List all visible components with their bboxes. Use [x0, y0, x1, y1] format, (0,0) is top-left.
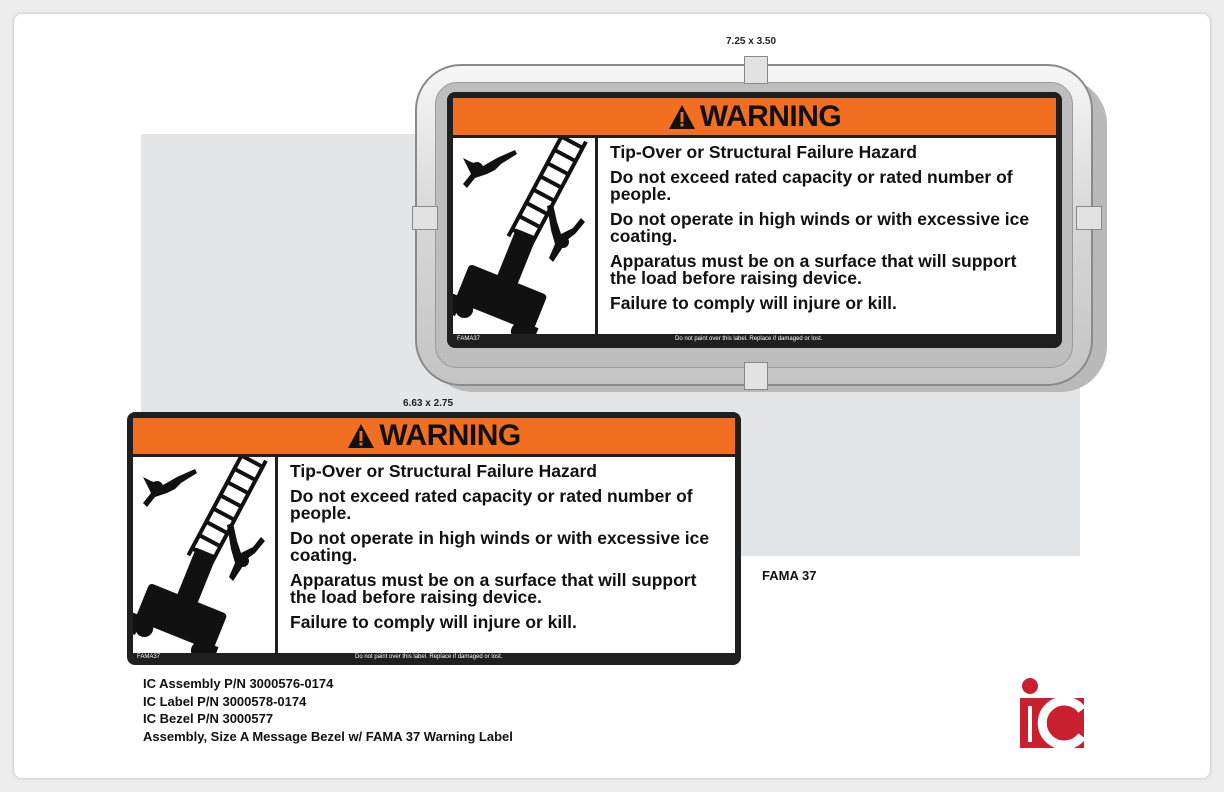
- label-line-surface: Apparatus must be on a surface that will support the load before raising device.: [290, 569, 697, 607]
- label-hazard-title: Tip-Over or Structural Failure Hazard: [610, 142, 917, 162]
- label-footer-note: Do not paint over this label. Replace if damaged or lost.: [675, 336, 823, 342]
- ic-logo: [1020, 676, 1084, 750]
- label-hazard-title: Tip-Over or Structural Failure Hazard: [290, 461, 597, 481]
- warning-triangle-icon: [668, 104, 696, 130]
- label-line-capacity: Do not exceed rated capacity or rated number of people.: [610, 166, 1013, 204]
- warning-header: [133, 418, 735, 454]
- label-pn: IC Label P/N 3000578-0174: [143, 693, 307, 709]
- label-code: FAMA37: [457, 336, 481, 342]
- bezel-notch-right: [1076, 206, 1102, 230]
- label-line-surface: Apparatus must be on a surface that will support the load before raising device.: [610, 250, 1017, 288]
- pictogram: [133, 457, 275, 653]
- label-code: FAMA37: [137, 654, 161, 660]
- ladder-tipover-icon: [133, 457, 275, 653]
- model-name: FAMA 37: [762, 568, 817, 583]
- bezel-pn: IC Bezel P/N 3000577: [143, 711, 274, 726]
- label-line-comply: Failure to comply will injure or kill.: [610, 292, 897, 313]
- warning-label-large: [447, 92, 1062, 348]
- label-line-capacity: Do not exceed rated capacity or rated number of people.: [290, 485, 693, 523]
- pictogram: [453, 138, 595, 334]
- assembly-description: Assembly, Size A Message Bezel w/ FAMA 37 Warning Label: [143, 728, 513, 744]
- label-footer-note: Do not paint over this label. Replace if damaged or lost.: [355, 654, 503, 660]
- bezel-notch-left: [412, 206, 438, 230]
- dimension-large: 7.25 x 3.50: [726, 36, 777, 47]
- warning-header-text: WARNING: [699, 99, 842, 133]
- assembly-pn: IC Assembly P/N 3000576-0174: [143, 676, 334, 691]
- label-line-comply: Failure to comply will injure or kill.: [290, 611, 577, 632]
- label-body: [598, 138, 1056, 334]
- label-body: [278, 457, 735, 653]
- bezel-notch-top: [744, 56, 768, 84]
- dimension-small: 6.63 x 2.75: [403, 398, 454, 409]
- bezel-notch-bottom: [744, 362, 768, 390]
- label-line-winds: Do not operate in high winds or with excessive ice coating.: [290, 527, 710, 565]
- label-line-winds: Do not operate in high winds or with excessive ice coating.: [610, 208, 1030, 246]
- warning-header-text: WARNING: [379, 419, 521, 452]
- ladder-tipover-icon: [453, 138, 595, 334]
- warning-label-small: [127, 412, 741, 665]
- warning-header: [453, 98, 1056, 135]
- warning-triangle-icon: [347, 423, 375, 449]
- part-info: [143, 675, 513, 745]
